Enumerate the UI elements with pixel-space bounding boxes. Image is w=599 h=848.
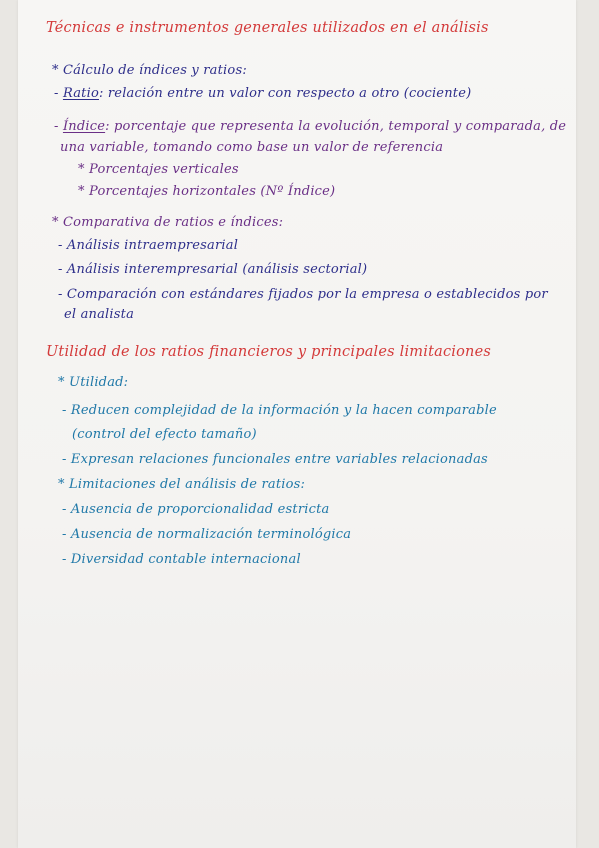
limitacion-item-1: - Ausencia de proporcionalidad estricta xyxy=(62,502,330,517)
indice-label: Índice xyxy=(62,119,106,134)
comp-estandares-2: el analista xyxy=(64,307,135,322)
ratio-label: Ratio xyxy=(62,86,99,101)
limitacion-item-2: - Ausencia de normalización terminológica xyxy=(62,527,352,542)
indice-text-2: una variable, tomando como base un valor de referencia xyxy=(60,140,444,155)
bullet-comparativa: * Comparativa de ratios e índices: xyxy=(52,215,284,230)
utilidad-item-2: - Expresan relaciones funcionales entre variables relacionadas xyxy=(62,452,488,467)
bullet-limitaciones: * Limitaciones del análisis de ratios: xyxy=(58,477,306,492)
section-title-tecnicas: Técnicas e instrumentos generales utilizados en el análisis xyxy=(46,20,489,36)
bullet-utilidad: * Utilidad: xyxy=(58,375,129,390)
ratio-definition: - Ratio: relación entre un valor con respecto a otro (cociente) xyxy=(54,86,472,101)
sub-porcentajes-horizontales: * Porcentajes horizontales (Nº Índice) xyxy=(78,184,336,199)
utilidad-item-1b: (control del efecto tamaño) xyxy=(72,427,257,442)
comp-interempresarial: - Análisis interempresarial (análisis sectorial) xyxy=(58,262,368,277)
comp-intraempresarial: - Análisis intraempresarial xyxy=(58,238,239,253)
indice-definition: - Índice: porcentaje que representa la evolución, temporal y comparada, de xyxy=(54,119,567,134)
limitacion-item-3: - Diversidad contable internacional xyxy=(62,552,301,567)
bullet-calculo: * Cálculo de índices y ratios: xyxy=(52,63,247,78)
section-title-utilidad: Utilidad de los ratios financieros y principales limitaciones xyxy=(46,344,491,360)
ratio-text: : relación entre un valor con respecto a otro (cociente) xyxy=(98,86,472,101)
comp-estandares-1: - Comparación con estándares fijados por la empresa o establecidos por xyxy=(58,287,548,302)
sub-porcentajes-verticales: * Porcentajes verticales xyxy=(78,162,239,177)
utilidad-item-1a: - Reducen complejidad de la información y la hacen comparable xyxy=(62,403,497,418)
indice-text-1: : porcentaje que representa la evolución, temporal y comparada, de xyxy=(105,119,567,134)
